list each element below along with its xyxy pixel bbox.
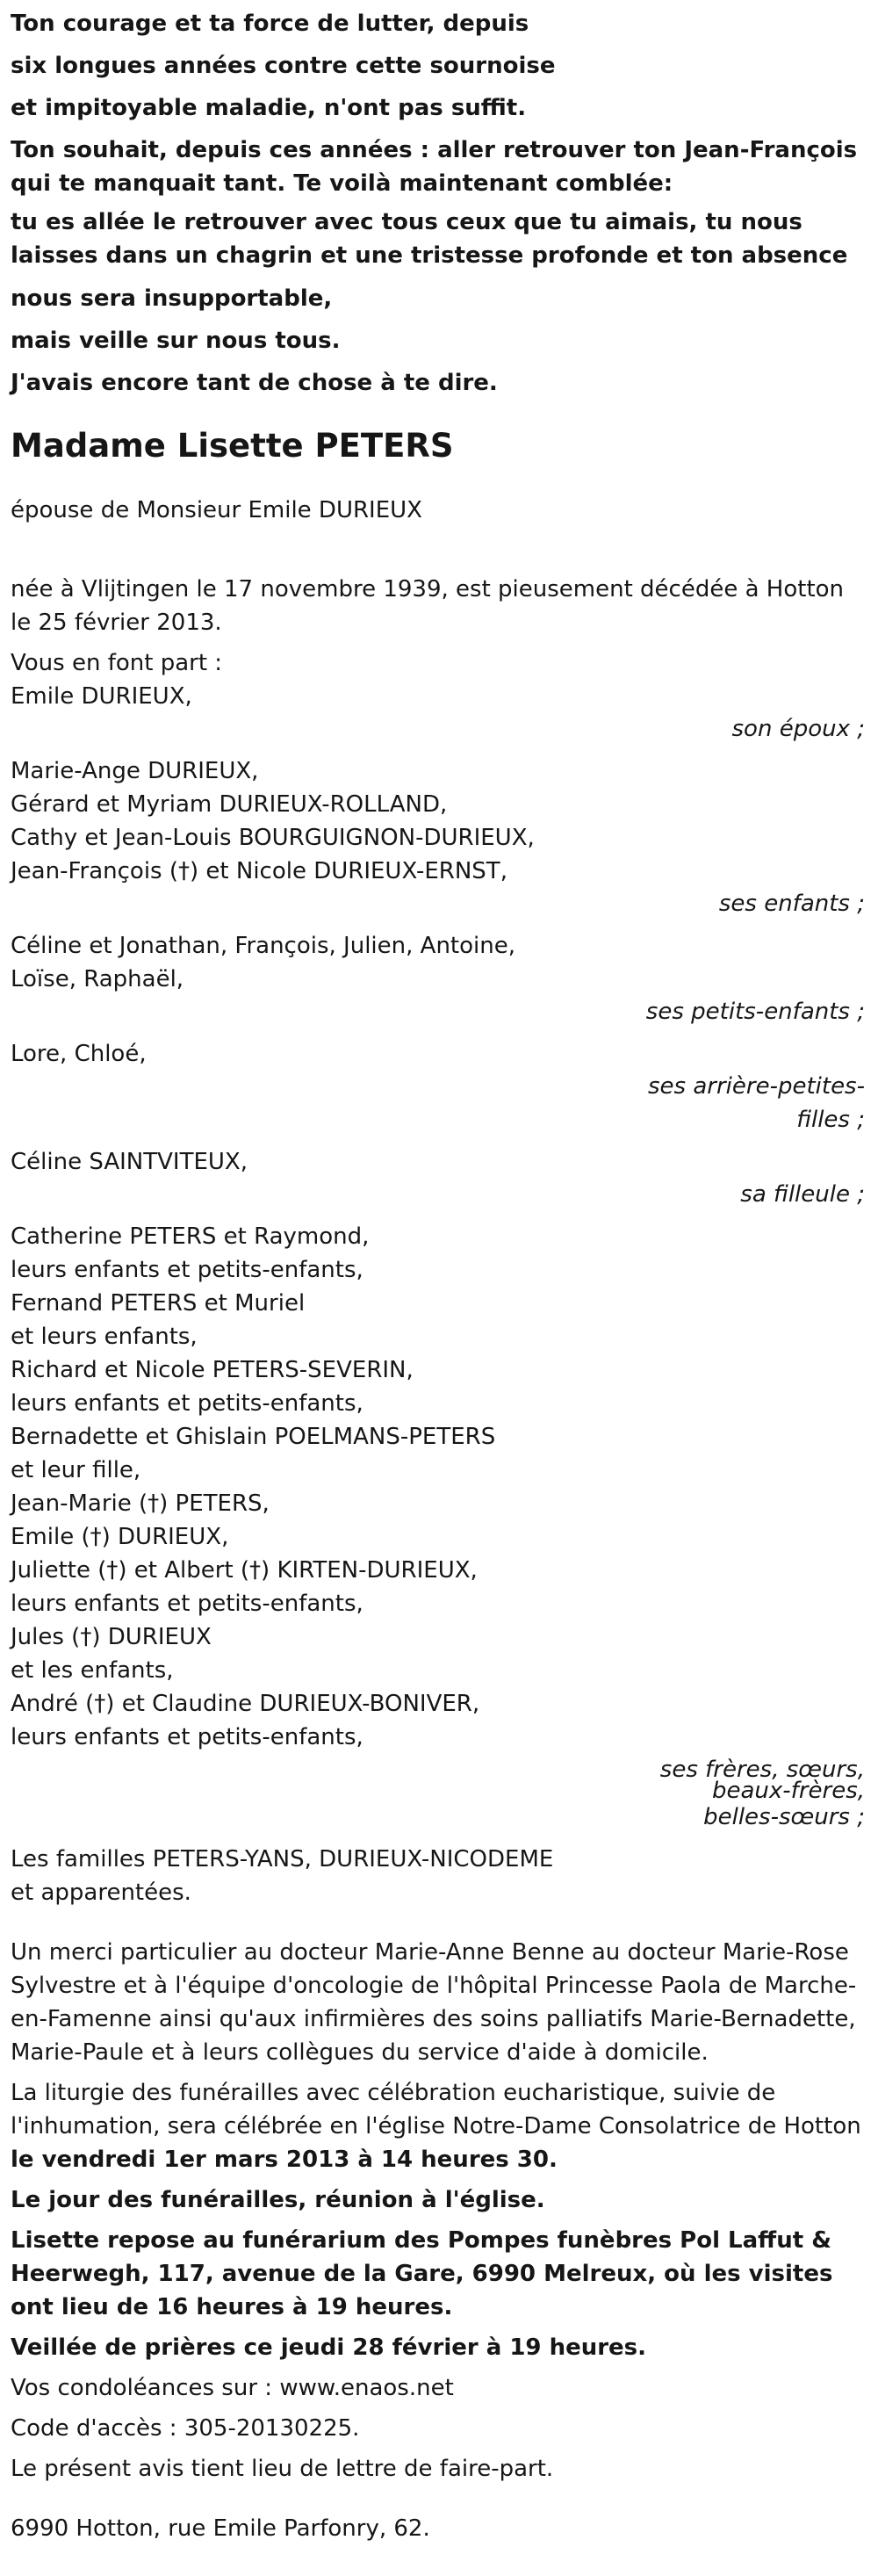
family-member: Gérard et Myriam DURIEUX-ROLLAND,	[11, 791, 448, 818]
poem-line: Ton courage et ta force de lutter, depuis	[11, 11, 529, 37]
family-member: et leur fille,	[11, 1457, 141, 1483]
funeral-vigil: Veillée de prières ce jeudi 28 février à 19 heures.	[11, 2334, 647, 2361]
family-member: Lore, Chloé,	[11, 1041, 147, 1067]
family-member: Richard et Nicole PETERS-SEVERIN,	[11, 1357, 414, 1383]
thanks-paragraph: Un merci particulier au docteur Marie-Anne Benne au docteur Marie-Rose Sylvestre et à l'équipe d'oncologie de l'hôpital Princesse Paola de Marche-en-Famenne ainsi qu'aux infirmières des soins palliatifs Marie-Bernadette, Marie-Paule et à leurs collègues du service d'aide à domicile.	[11, 1939, 857, 2066]
poem-line: mais veille sur nous tous.	[11, 328, 341, 354]
family-member: Emile (†) DURIEUX,	[11, 1524, 229, 1550]
family-member: et leurs enfants,	[11, 1324, 198, 1350]
family-member: Cathy et Jean-Louis BOURGUIGNON-DURIEUX,	[11, 825, 535, 851]
poem-line: et impitoyable maladie, n'ont pas suffit.	[11, 95, 527, 121]
relation-role: ses arrière-petites-filles ;	[648, 1073, 865, 1133]
family-member: Céline SAINTVITEUX,	[11, 1149, 248, 1175]
family-member: Jules (†) DURIEUX	[11, 1624, 212, 1650]
funeral-date: le vendredi 1er mars 2013 à 14 heures 30.	[11, 2147, 558, 2173]
family-member: et les enfants,	[11, 1657, 174, 1684]
death-notice	[11, 0, 867, 2545]
relation-role: ses enfants ;	[718, 891, 865, 917]
family-member: Céline et Jonathan, François, Julien, Antoine,	[11, 933, 515, 959]
family-member: leurs enfants et petits-enfants,	[11, 1724, 363, 1750]
family-member: leurs enfants et petits-enfants,	[11, 1257, 363, 1283]
relation-role: ses petits-enfants ;	[645, 999, 865, 1025]
family-member: Emile DURIEUX,	[11, 683, 192, 710]
notice-statement: Le présent avis tient lieu de lettre de faire-part.	[11, 2456, 554, 2482]
birth-death-line: née à Vlijtingen le 17 novembre 1939, est pieusement décédée à Hotton le 25 février 2013.	[11, 576, 845, 636]
relation-role: son époux ;	[731, 716, 865, 742]
family-member: Bernadette et Ghislain POELMANS-PETERS	[11, 1424, 496, 1450]
funeral-meeting: Le jour des funérailles, réunion à l'église.	[11, 2187, 545, 2213]
family-member: Catherine PETERS et Raymond,	[11, 1223, 370, 1250]
spouse-line: épouse de Monsieur Emile DURIEUX	[11, 497, 422, 523]
family-intro: Vous en font part :	[11, 650, 223, 676]
deceased-name: Madame Lisette PETERS	[11, 427, 454, 465]
family-member: leurs enfants et petits-enfants,	[11, 1591, 363, 1617]
access-code: Code d'accès : 305-20130225.	[11, 2415, 360, 2442]
family-member: Jean-Marie (†) PETERS,	[11, 1490, 270, 1517]
family-member: Jean-François (†) et Nicole DURIEUX-ERNST,	[11, 858, 507, 884]
relation-role: ses frères, sœurs,	[659, 1757, 865, 1783]
poem	[11, 0, 867, 404]
family-member: leurs enfants et petits-enfants,	[11, 1390, 363, 1417]
family-member: Marie-Ange DURIEUX,	[11, 758, 259, 784]
family-member: Loïse, Raphaël,	[11, 966, 184, 992]
funeral-visit: Lisette repose au funérarium des Pompes funèbres Pol Laffut & Heerwegh, 117, avenue de la Gare, 6990 Melreux, où les visites ont lieu de 16 heures à 19 heures.	[11, 2227, 833, 2320]
liturgy-text: La liturgie des funérailles avec célébration eucharistique, suivie de l'inhumation, sera célébrée en l'église Notre-Dame Consolatrice de Hotton	[11, 2080, 861, 2139]
condolences-line: Vos condoléances sur : www.enaos.net	[11, 2375, 454, 2401]
family-member: André (†) et Claudine DURIEUX-BONIVER,	[11, 1691, 480, 1717]
extended-family: et apparentées.	[11, 1880, 191, 1906]
poem-line: Ton souhait, depuis ces années : aller retrouver ton Jean-François qui te manquait tant. Te voilà maintenant comblée:	[11, 137, 858, 197]
extended-family: Les familles PETERS-YANS, DURIEUX-NICODEME	[11, 1846, 554, 1872]
poem-line: J'avais encore tant de chose à te dire.	[11, 370, 498, 396]
poem-line: nous sera insupportable,	[11, 285, 333, 312]
poem-line: six longues années contre cette sournoise	[11, 53, 556, 79]
relation-role: beaux-frères,	[711, 1778, 865, 1804]
address-line: 6990 Hotton, rue Emile Parfonry, 62.	[11, 2515, 430, 2542]
family-member: Juliette (†) et Albert (†) KIRTEN-DURIEUX,	[11, 1557, 478, 1584]
poem-line: tu es allée le retrouver avec tous ceux que tu aimais, tu nous laisses dans un chagrin et une tristesse profonde et ton absence	[11, 209, 848, 269]
relation-role: sa filleule ;	[740, 1181, 865, 1208]
family-member: Fernand PETERS et Muriel	[11, 1290, 306, 1317]
funeral-liturgy	[11, 2076, 867, 2176]
relation-role: belles-sœurs ;	[703, 1804, 865, 1830]
